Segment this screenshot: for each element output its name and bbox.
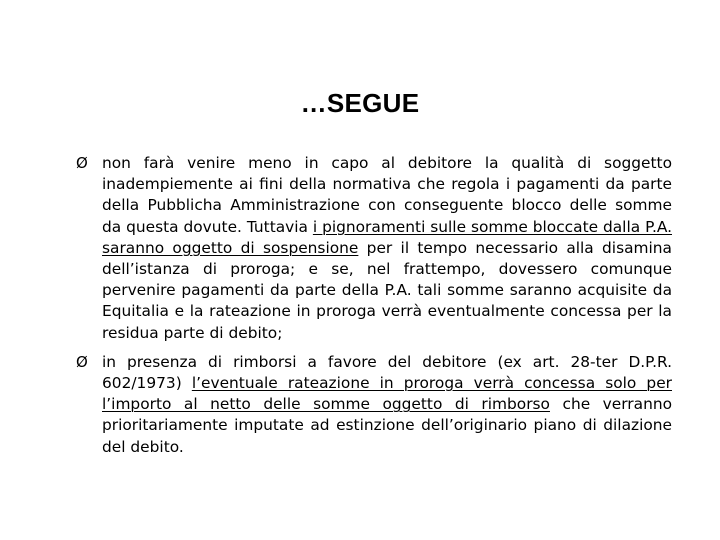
bullet-item-2: [76, 352, 672, 458]
bullet-list: [76, 153, 672, 466]
bullet-1-text: non farà venire meno in capo al debitore la qualità di soggetto inadempiemente ai fini della normativa che regola i pagamenti da parte della Pubblicha Amministrazione con conseguente blocco delle somme da questa dovute. Tuttavia: [102, 154, 672, 236]
bullet-2-text: in presenza di rimborsi a favore del debitore (ex art. 28-ter D.P.R. 602/1973): [102, 352, 672, 393]
slide-title: …SEGUE: [300, 88, 420, 118]
bullet-1-text-end: per il tempo necessario alla disamina dell’istanza di proroga; e se, nel frattempo, dovessero comunque pervenire pagamenti da parte della P.A. tali somme saranno acquisite da Equitalia e la rateazione in proroga verrà eventualmente concessa per la residua parte di debito;: [102, 238, 672, 342]
arrow-bullet-icon: Ø: [76, 154, 88, 172]
bullet-1-underlined-text: i pignoramenti sulle somme bloccate dalla P.A. saranno oggetto di sospensione: [102, 217, 672, 257]
bullet-item-1: [76, 153, 672, 344]
arrow-bullet-icon: Ø: [76, 352, 88, 371]
bullet-2-underlined-text: l’eventuale rateazione in proroga verrà concessa solo per l’importo al netto delle somme oggetto di rimborso: [102, 374, 672, 414]
bullet-2-text-end: che verranno prioritariamente imputate ad estinzione dell’originario piano di dilazione del debito.: [102, 395, 672, 456]
